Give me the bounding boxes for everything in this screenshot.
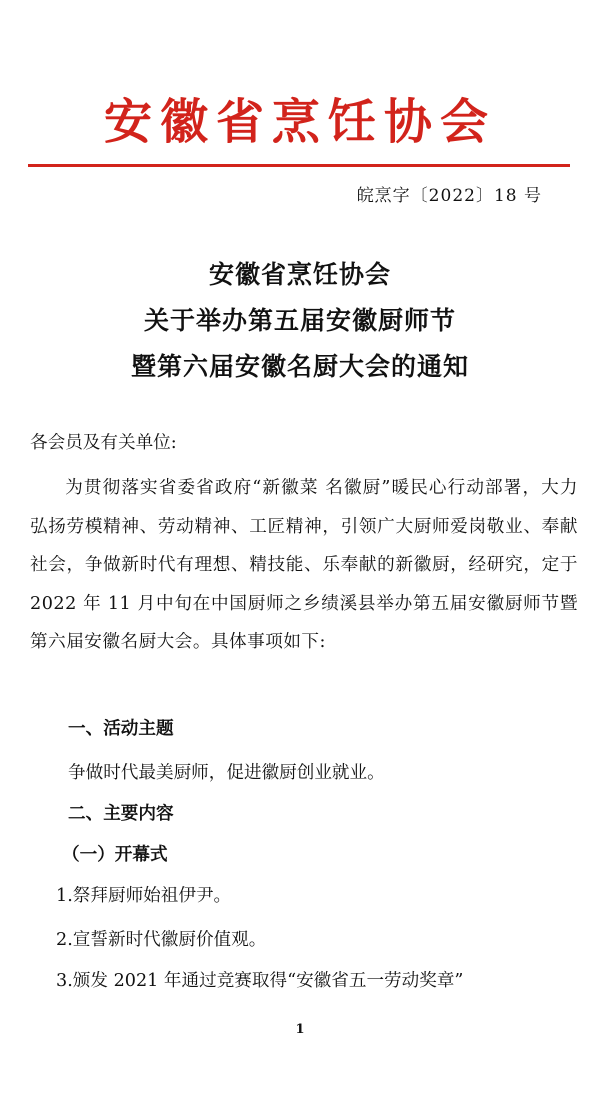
- title-line-1: 安徽省烹饪协会: [208, 260, 391, 289]
- title-line-3: 暨第六届安徽名厨大会的通知: [130, 352, 469, 381]
- document-number: 皖烹字〔2022〕18 号: [356, 186, 542, 206]
- organization-header: 安徽省烹饪协会: [103, 94, 496, 150]
- list-item: 3.颁发 2021 年通过竞赛取得“安徽省五一劳动奖章”: [56, 971, 464, 991]
- intro-paragraph: 为贯彻落实省委省政府“新徽菜 名徽厨”暖民心行动部署，大力弘扬劳模精神、劳动精神、工匠精神，引领广大厨师爱岗敬业、奉献社会，争做新时代有理想、精技能、乐奉献的新徽厨，经研究，定于 2022 年 11 月中旬在中国厨师之乡绩溪县举办第五届安徽厨师节暨第六届安徽名厨大会。具体事项如下:: [30, 478, 578, 653]
- section-2-subheading-1: （一）开幕式: [62, 845, 168, 865]
- section-1-heading: 一、活动主题: [68, 719, 174, 739]
- list-item: 2.宣誓新时代徽厨价值观。: [56, 930, 267, 950]
- section-2-heading: 二、主要内容: [68, 804, 174, 824]
- title-line-2: 关于举办第五届安徽厨师节: [143, 306, 456, 335]
- salutation: 各会员及有关单位:: [30, 433, 177, 453]
- page-number: 1: [295, 1022, 305, 1037]
- section-1-text: 争做时代最美厨师，促进徽厨创业就业。: [68, 763, 385, 783]
- header-red-rule: [28, 164, 570, 167]
- list-item: 1.祭拜厨师始祖伊尹。: [56, 886, 232, 906]
